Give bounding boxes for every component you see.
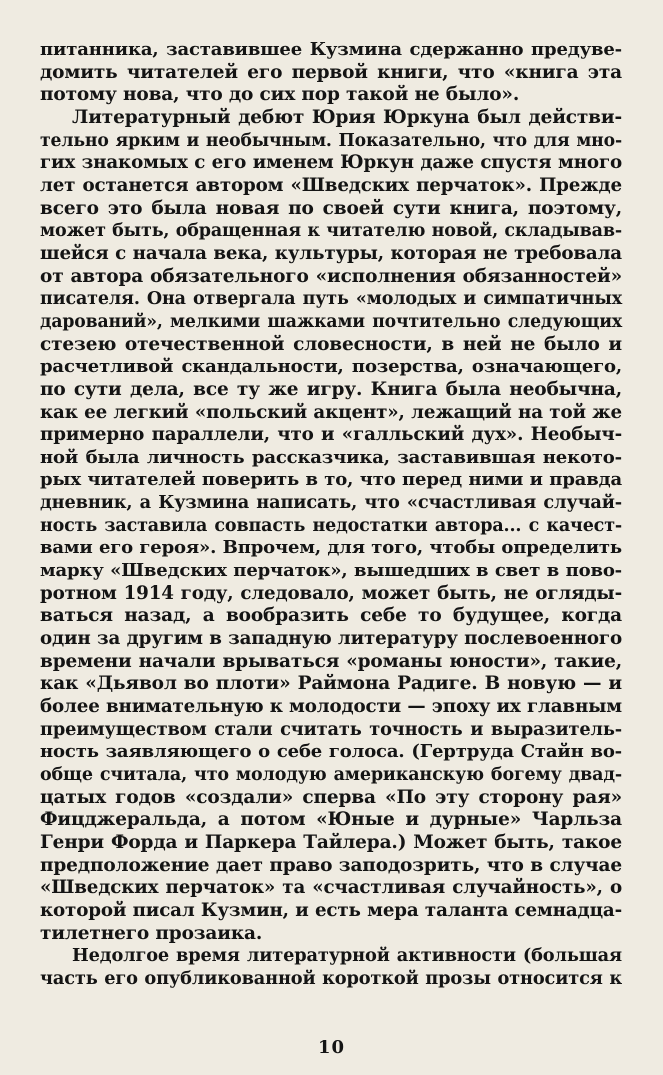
text-line: «Шведских перчаток» та «счастливая случайность», о [40,877,622,899]
text-line: по сути дела, все ту же игру. Книга была необычна, [40,378,622,400]
text-line: расчетливой скандальности, позерства, означающего, [40,356,622,378]
text-line: потому нова, что до сих пор такой не было». [40,84,520,106]
text-line: ротном 1914 году, следовало, может быть, не огляды- [40,582,622,604]
text-line: ваться назад, а вообразить себе то будущее, когда [40,605,622,627]
text-line: один за другим в западную литературу послевоенного [40,628,622,650]
text-line: дарований», мелкими шажками почтительно следующих [40,311,622,332]
text-line: Фицджеральда, а потом «Юные и дурные» Чарльза [40,809,622,831]
text-line: ность заставила совпасть недостатки автора... с качест- [40,515,622,536]
text-line: марку «Шведских перчаток», вышедших в свет в пово- [40,560,622,582]
body-text [40,39,622,991]
paragraph-start-line: Недолгое время литературной активности (большая [72,945,622,967]
text-line: ной была личность рассказчика, заставившая некото- [40,446,622,468]
text-line: стезею отечественной словесности, в ней не было и [40,333,622,355]
text-line: как ее легкий «польский акцент», лежащий на той же [40,401,622,423]
text-line: гих знакомых с его именем Юркун даже спустя много [40,152,622,174]
text-line: примерно параллели, что и «галльский дух». Необыч- [40,424,622,446]
text-line: тилетнего прозаика. [40,922,263,944]
text-line: предположение дает право заподозрить, что в случае [40,854,622,876]
text-line: цатых годов «создали» сперва «По эту сторону рая» [40,786,622,808]
text-line: обще считала, что молодую американскую богему двад- [40,765,622,785]
text-line: шейся с начала века, культуры, которая не требовала [40,242,622,264]
text-line: которой писал Кузмин, и есть мера таланта семнадца- [40,899,622,921]
paragraph-start-line: Литературный дебют Юрия Юркуна был действи- [72,106,622,128]
text-line: домить читателей его первой книги, что «книга эта [40,61,622,83]
text-line: времени начали врываться «романы юности», такие, [40,650,622,672]
text-line: дневник, а Кузмина написать, что «счастливая случай- [40,492,622,514]
text-line: часть его опубликованной короткой прозы относится к [40,967,622,989]
text-line: ность заявляющего о себе голоса. (Гертруда Стайн во- [40,741,622,763]
text-line: писателя. Она отвергала путь «молодых и симпатичных [40,289,622,310]
text-line: более внимательную к молодости — эпоху их главным [40,696,622,718]
text-line: вами его героя». Впрочем, для того, чтобы определить [40,537,622,559]
text-line: питанника, заставившее Кузмина сдержанно предуве- [40,39,622,60]
text-line: лет останется автором «Шведских перчаток». Прежде [40,174,622,196]
text-line: может быть, обращенная к читателю новой, складывав- [40,221,622,242]
text-line: рых читателей поверить в то, что перед ними и правда [40,469,622,491]
page-number: 10 [317,1037,346,1058]
text-line: как «Дьявол во плоти» Раймона Радиге. В новую — и [40,673,622,695]
text-line: тельно ярким и необычным. Показательно, что для мно- [40,130,622,151]
text-line: преимуществом стали считать точность и выразитель- [40,718,622,740]
text-line: Генри Форда и Паркера Тайлера.) Может быть, такое [40,831,622,853]
text-line: всего это была новая по своей сути книга, поэтому, [40,197,622,219]
text-line: от автора обязательного «исполнения обязанностей» [40,265,622,287]
